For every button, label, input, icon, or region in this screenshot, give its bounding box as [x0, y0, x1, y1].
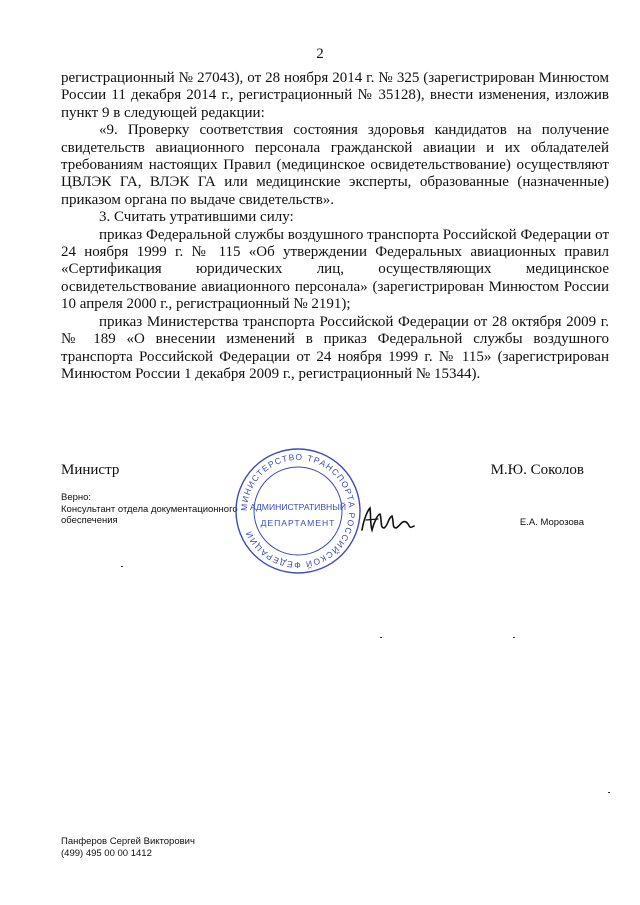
paragraph-quote: «9. Проверку соответствия состояния здоровья кандидатов на получение свидетельств авиационного персонала гражданской авиации и их обладателей требованиям настоящих Правил (медицинское освидетельствование) осуществляют ЦВЛЭК ГА, ВЛЭК ГА или медицинские эксперты, образованные (назначенные) приказом органа по выдаче свидетельств». — [61, 122, 609, 208]
footer-author: Панферов Сергей Викторович — [61, 836, 195, 847]
official-stamp — [233, 446, 363, 576]
certification-block — [61, 492, 238, 527]
certifier-name: Е.А. Морозова — [519, 517, 584, 528]
scan-speck — [121, 566, 123, 567]
certification-verno: Верно: — [61, 492, 92, 503]
scan-speck — [380, 637, 382, 638]
document-footer — [61, 836, 195, 860]
certification-line1: Консультант отдела документационного — [61, 503, 238, 515]
paragraph-repealed-order-2: приказ Министерства транспорта Российской Федерации от 28 октября 2009 г. № 189 «О внесении изменений в приказ Федеральной службы воздушного транспорта Российской Федерации от 24 ноября 1999 г. № 115» (зарегистрирован Минюстом России 1 декабря 2009 г., регистрационный № 15344). — [61, 313, 609, 382]
stamp-line2: ДЕПАРТАМЕНТ — [260, 518, 336, 528]
scan-speck — [513, 637, 515, 638]
stamp-line1: АДМИНИСТРАТИВНЫЙ — [249, 502, 347, 512]
certification-line2: обеспечения — [61, 515, 118, 526]
signatory-name: М.Ю. Соколов — [490, 462, 584, 478]
paragraph-continuation: регистрационный № 27043), от 28 ноября 2014 г. № 325 (зарегистрирован Минюстом России 11 декабря 2014 г., регистрационный № 35128), внести изменения, изложив пункт 9 в следующей редакции: — [61, 70, 609, 121]
paragraph-repealed-order-1: приказ Федеральной службы воздушного транспорта Российской Федерации от 24 ноября 1999 г. № 115 «Об утверждении Федеральных авиационных правил «Сертификация юридических лиц, осуществляющих медицинское освидетельствование авиационного персонала» (зарегистрирован Минюстом России 10 апреля 2000 г., регистрационный № 2191); — [61, 226, 609, 313]
signatory-position: Министр — [61, 462, 120, 478]
document-body — [61, 70, 609, 383]
footer-phone: (499) 495 00 00 1412 — [61, 848, 152, 859]
handwritten-signature — [358, 500, 418, 540]
stamp-ring-text: МИНИСТЕРСТВО ТРАНСПОРТА РОССИЙСКОЙ ФЕДЕРАЦИИ — [238, 451, 358, 571]
page-number: 2 — [316, 46, 324, 62]
paragraph-item-3: 3. Считать утратившими силу: — [99, 209, 294, 226]
scan-speck — [608, 792, 610, 793]
